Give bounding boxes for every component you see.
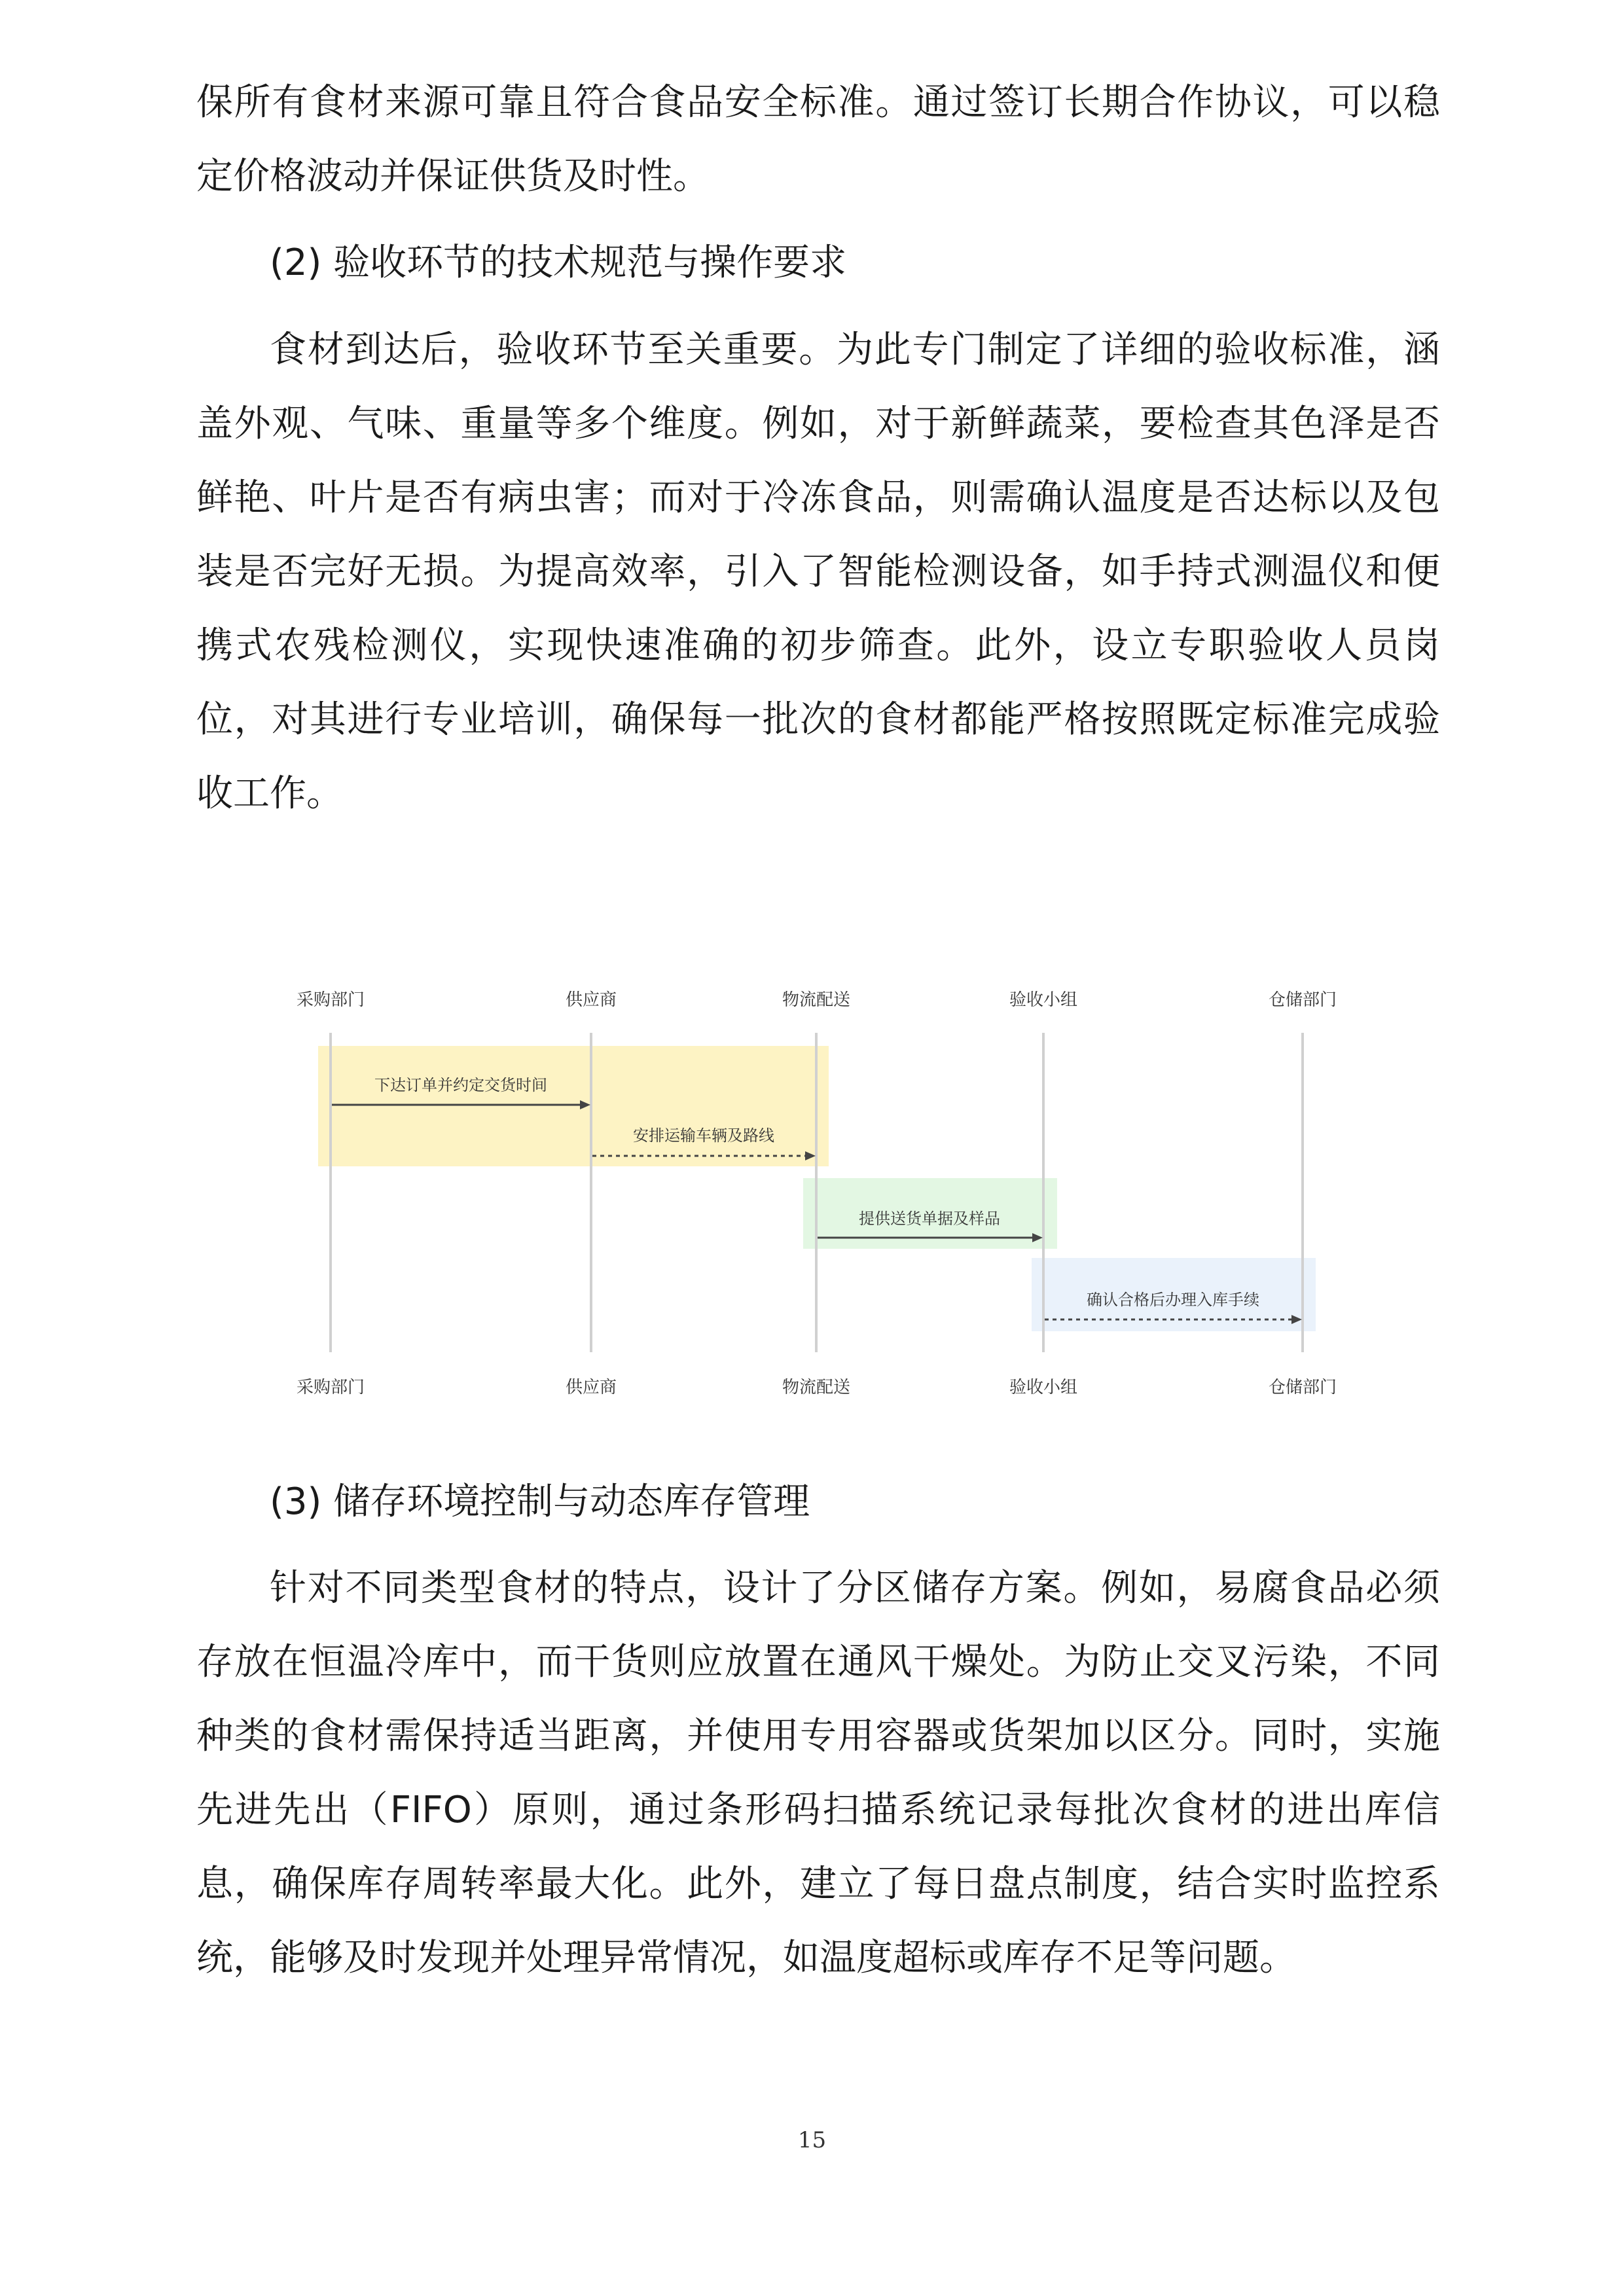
participant-bottom-purchasing: 采购部门 [296,1378,365,1397]
message-label-storage: 确认合格后办理入库手续 [1087,1291,1259,1309]
participant-top-supplier: 供应商 [565,990,617,1010]
participant-top-purchasing: 采购部门 [296,990,365,1010]
heading-acceptance: (2) 验收环节的技术规范与操作要求 [270,242,847,284]
paragraph-acceptance: 食材到达后，验收环节至关重要。为此专门制定了详细的验收标准，涵盖外观、气味、重量等多个维度。例如，对于新鲜蔬菜，要检查其色泽是否鲜艳、叶片是否有病虫害；而对于冷冻食品，则需确认温度是否达标以及包装是否完好无损。为提高效率，引入了智能检测设备，如手持式测温仪和便携式农残检测仪，实现快速准确的初步筛查。此外，设立专职验收人员岗位，对其进行专业培训，确保每一批次的食材都能严格按照既定标准完成验收工作。 [196,329,1440,815]
heading-storage: (3) 储存环境控制与动态库存管理 [270,1480,810,1523]
participant-top-inspection: 验收小组 [1009,990,1078,1010]
participant-bottom-inspection: 验收小组 [1009,1378,1078,1397]
participant-top-warehouse: 仓储部门 [1268,990,1337,1010]
participant-bottom-logistics: 物流配送 [782,1378,851,1397]
participant-bottom-supplier: 供应商 [565,1378,617,1397]
message-label-order: 下达订单并约定交货时间 [374,1076,547,1094]
group-box-yellow [318,1046,829,1166]
participant-bottom-warehouse: 仓储部门 [1268,1378,1337,1397]
paragraph-intro: 保所有食材来源可靠且符合食品安全标准。通过签订长期合作协议，可以稳定价格波动并保证供货及时性。 [196,81,1440,198]
participant-top-logistics: 物流配送 [782,990,851,1010]
message-label-transport: 安排运输车辆及路线 [633,1126,774,1145]
message-label-documents: 提供送货单据及样品 [859,1210,1000,1228]
paragraph-storage: 针对不同类型食材的特点，设计了分区储存方案。例如，易腐食品必须存放在恒温冷库中，而干货则应放置在通风干燥处。为防止交叉污染，不同种类的食材需保持适当距离，并使用专用容器或货架加以区分。同时，实施先进先出（FIFO）原则，通过条形码扫描系统记录每批次食材的进出库信息，确保库存周转率最大化。此外，建立了每日盘点制度，结合实时监控系统，能够及时发现并处理异常情况，如温度超标或库存不足等问题。 [196,1567,1440,1979]
page-number: 15 [797,2127,827,2153]
